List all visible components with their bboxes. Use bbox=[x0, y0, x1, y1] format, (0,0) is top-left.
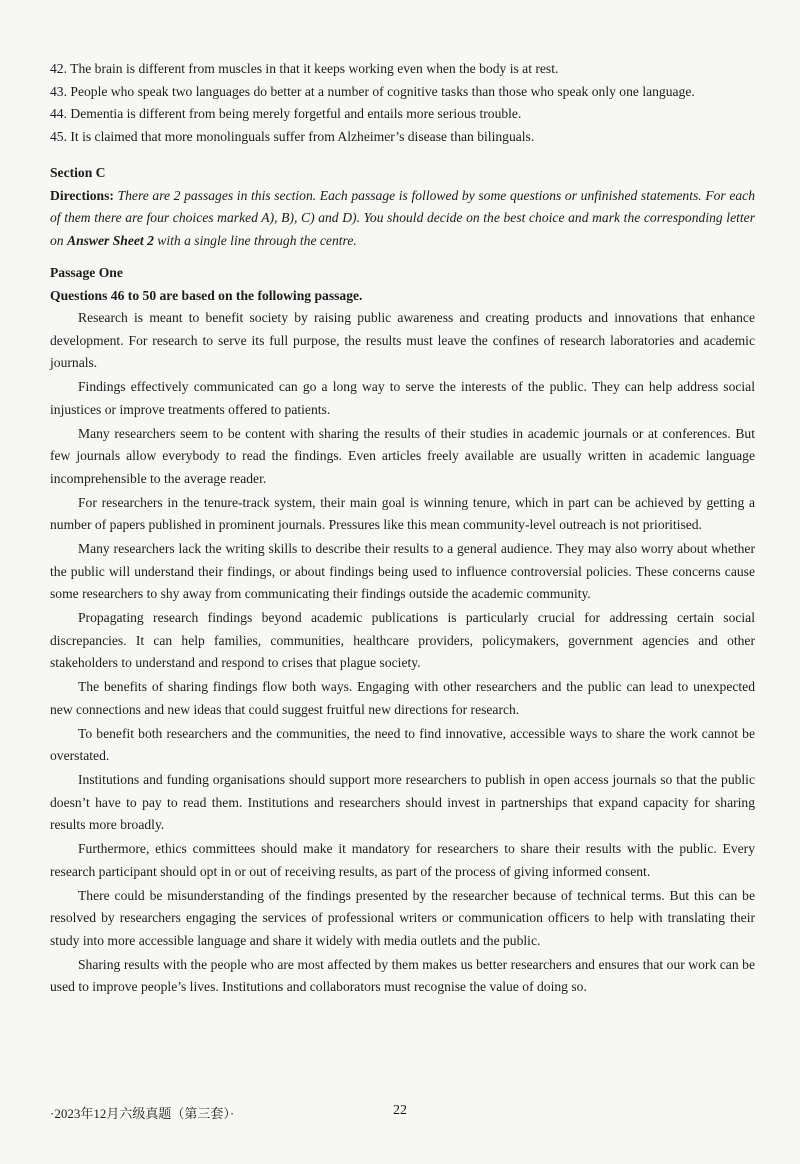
answer-sheet-label: Answer Sheet 2 bbox=[67, 232, 154, 248]
statement-44: 44. Dementia is different from being merely forgetful and entails more serious trouble. bbox=[50, 106, 522, 121]
questions-heading: Questions 46 to 50 are based on the following passage. bbox=[50, 287, 363, 303]
section-title: Section C bbox=[50, 165, 106, 180]
passage-paragraph-1: Research is meant to benefit society by raising public awareness and creating products and innovations that enhance development. For research to serve its full purpose, the results must leave the confines of research laboratories and academic journals. bbox=[50, 310, 755, 370]
passage-paragraph-2: Findings effectively communicated can go a long way to serve the interests of the public. They can help address social injustices or improve treatments offered to patients. bbox=[50, 379, 755, 417]
page-footer bbox=[50, 1103, 755, 1125]
passage-paragraph-9: Institutions and funding organisations should support more researchers to publish in open access journals so that the public doesn’t have to pay to read them. Institutions and researchers should invest in partnerships that expand capacity for sharing results more broadly. bbox=[50, 772, 755, 832]
passage-paragraph-6: Propagating research findings beyond academic publications is particularly crucial for addressing certain social discrepancies. It can help families, communities, healthcare providers, policymakers, government agencies and other stakeholders to understand and respond to crises that plague society. bbox=[50, 610, 755, 670]
passage-paragraph-5: Many researchers lack the writing skills to describe their results to a general audience. They may also worry about whether the public will understand their findings, or about findings being used to influence controversial policies. These concerns cause some researchers to shy away from communicating their findings outside the academic community. bbox=[50, 541, 755, 601]
passage-paragraph-10: Furthermore, ethics committees should make it mandatory for researchers to share their results with the public. Every research participant should opt in or out of receiving results, as part of the process of giving informed consent. bbox=[50, 841, 755, 879]
section-directions bbox=[50, 185, 755, 253]
directions-text-2: with a single line through the centre. bbox=[157, 232, 357, 248]
passage-paragraph-3: Many researchers seem to be content with sharing the results of their studies in academic journals or at conferences. But few journals allow everybody to read the findings. Even articles freely available are usually written in academic language incomprehensible to the average reader. bbox=[50, 425, 755, 486]
footer-source: ·2023年12月六级真题（第三套）· bbox=[50, 1106, 235, 1121]
passage-paragraph-12: Sharing results with the people who are most affected by them makes us better researchers and ensures that our work can be used to improve people’s lives. Institutions and collaborators must recognise the value of doing so. bbox=[50, 956, 755, 994]
passage-paragraph-7: The benefits of sharing findings flow both ways. Engaging with other researchers and the public can lead to unexpected new connections and new ideas that could suggest fruitful new directions for research. bbox=[50, 679, 755, 717]
exam-page bbox=[50, 58, 755, 1000]
page-number: 22 bbox=[393, 1103, 407, 1118]
directions-label: Directions: bbox=[50, 187, 114, 203]
directions-text-1: There are 2 passages in this section. Each passage is followed by some questions or unfinished statements. For each of them there are four choices marked A), B), C) and D). You should decide on the best choice and mark the corresponding letter on bbox=[50, 187, 756, 248]
passage-paragraph-11: There could be misunderstanding of the findings presented by the researcher because of technical terms. But this can be resolved by researchers engaging the services of professional writers or communication officers to help with translating their study into more accessible language and share it widely with media outlets and the public. bbox=[50, 887, 755, 948]
passage-paragraph-8: To benefit both researchers and the communities, the need to find innovative, accessible ways to share the work cannot be overstated. bbox=[50, 725, 755, 763]
passage-title: Passage One bbox=[50, 265, 123, 280]
statement-43: 43. People who speak two languages do better at a number of cognitive tasks than those who speak only one language. bbox=[50, 83, 695, 99]
passage-paragraph-4: For researchers in the tenure-track system, their main goal is winning tenure, which in part can be achieved by getting a number of papers published in prominent journals. Pressures like this mean community-level outreach is not prioritised. bbox=[50, 494, 755, 532]
statement-42: 42. The brain is different from muscles in that it keeps working even when the body is at rest. bbox=[50, 61, 559, 76]
statement-45: 45. It is claimed that more monolinguals suffer from Alzheimer’s disease than bilinguals. bbox=[50, 128, 535, 144]
